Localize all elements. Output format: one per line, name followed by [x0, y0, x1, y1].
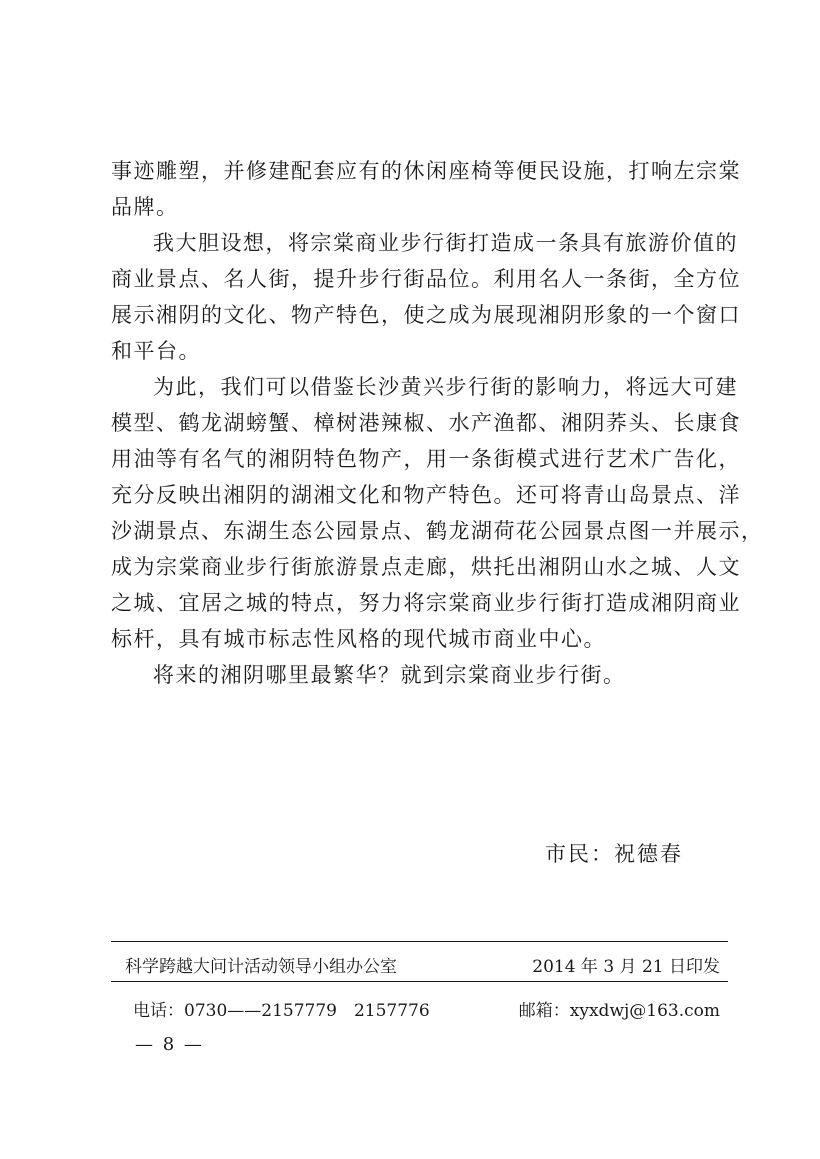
text-line: 标杆，具有城市标志性风格的现代城市商业中心。: [111, 627, 606, 651]
issuer-row: [125, 952, 720, 977]
text-line: 用油等有名气的湘阴特色物产，用一条街模式进行艺术广告化，: [111, 447, 741, 471]
text-line: 展示湘阴的文化、物产特色，使之成为展现湘阴形象的一个窗口: [111, 303, 741, 327]
text-line: 将来的湘阴哪里最繁华？就到宗棠商业步行街。: [153, 663, 626, 687]
text-line: 和平台。: [111, 339, 201, 363]
phone-number: 电话：0730——2157779 2157776: [133, 1001, 430, 1021]
text-line: 之城、宜居之城的特点，努力将宗棠商业步行街打造成湘阴商业: [111, 591, 741, 615]
signature: 市民：祝德春: [545, 842, 683, 866]
issuer-name: 科学跨越大问计活动领导小组办公室: [125, 957, 397, 977]
text-line: 沙湖景点、东湖生态公园景点、鹤龙湖荷花公园景点图一并展示，: [111, 519, 764, 543]
footer-top-rule: [111, 941, 728, 942]
paragraph-3: [111, 369, 764, 657]
text-line: 事迹雕塑，并修建配套应有的休闲座椅等便民设施，打响左宗棠: [111, 159, 741, 183]
paragraph-2: [111, 225, 741, 369]
paragraph-1: [111, 153, 741, 225]
text-line: 模型、鹤龙湖螃蟹、樟树港辣椒、水产渔都、湘阴荞头、长康食: [111, 411, 741, 435]
text-line: 品牌。: [111, 195, 179, 219]
text-line: 我大胆设想，将宗棠商业步行街打造成一条具有旅游价值的: [153, 231, 738, 255]
text-line: 商业景点、名人街，提升步行街品位。利用名人一条街，全方位: [111, 267, 741, 291]
issue-date: 2014 年 3 月 21 日印发: [532, 957, 720, 977]
contact-row: [133, 996, 720, 1021]
text-line: 成为宗棠商业步行街旅游景点走廊，烘托出湘阴山水之城、人文: [111, 555, 741, 579]
page-number: — 8 —: [135, 1034, 204, 1055]
email-address: 邮箱：xyxdwj@163.com: [518, 1001, 720, 1021]
article-body: [111, 153, 764, 693]
footer-bottom-rule: [111, 981, 728, 982]
paragraph-4: [111, 657, 723, 693]
text-line: 充分反映出湘阴的湖湘文化和物产特色。还可将青山岛景点、洋: [111, 483, 741, 507]
text-line: 为此，我们可以借鉴长沙黄兴步行街的影响力，将远大可建: [153, 375, 738, 399]
